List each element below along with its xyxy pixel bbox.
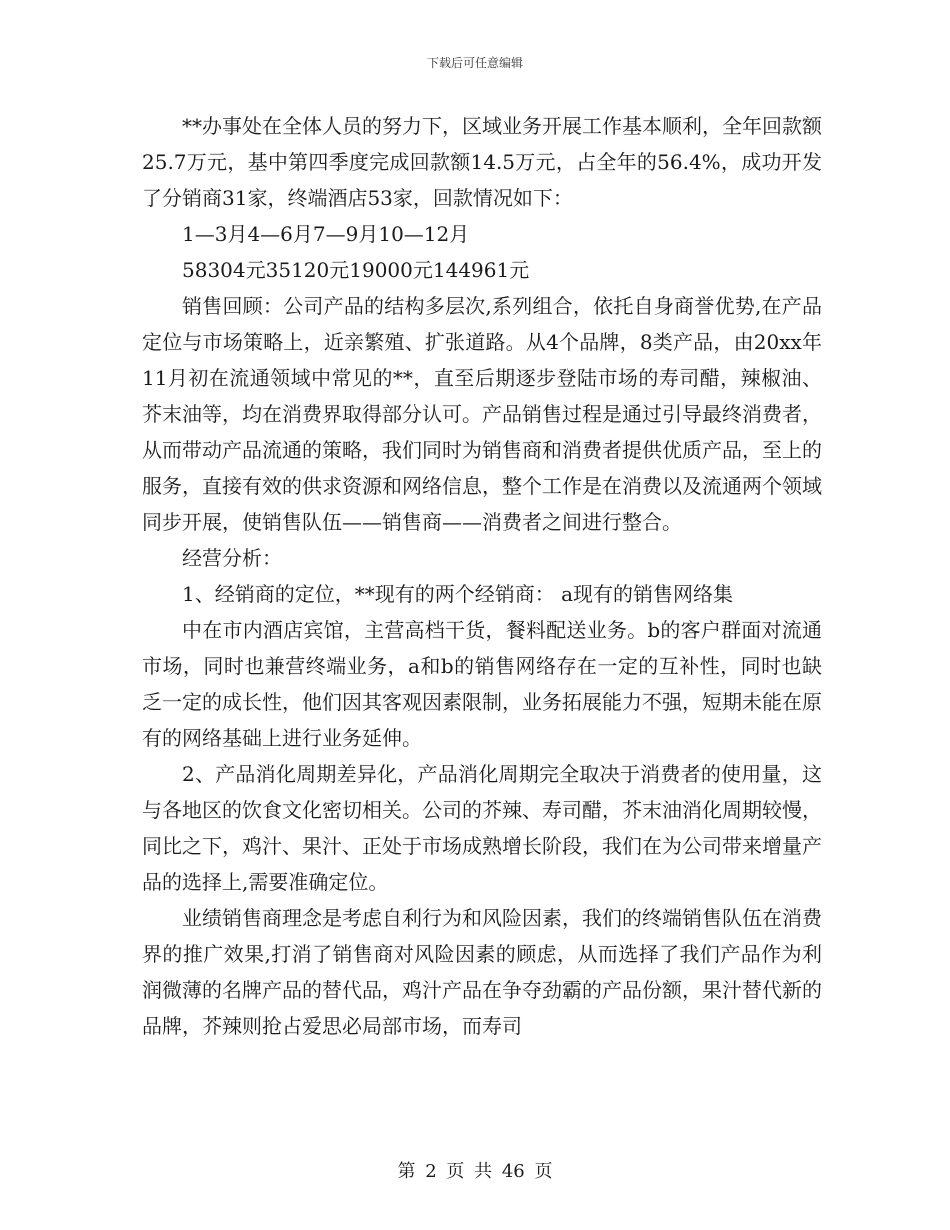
page-header: 下载后可任意编辑 (426, 56, 523, 70)
paragraph-dealer-philosophy: 业绩销售商理念是考虑自利行为和风险因素，我们的终端销售队伍在消费界的推广效果,打消了销售商对风险因素的顾虑，从而选择了我们产品作为利润微薄的名牌产品的替代品，鸡汁产品在争夺劲霸的产品份额，果汁替代新的品牌，芥辣则抢占爱思必局部市场，而寿司 (142, 906, 822, 1038)
paragraph-product-cycle: 2、产品消化周期差异化，产品消化周期完全取决于消费者的使用量，这与各地区的饮食文化密切相关。公司的芥辣、寿司醋，芥末油消化周期较慢，同比之下，鸡汁、果汁、正处于市场成熟增长阶段，我们在为公司带来增量产品的选择上,需要准确定位。 (142, 762, 822, 894)
paragraph-sales-review: 销售回顾：公司产品的结构多层次,系列组合，依托自身商誉优势,在产品定位与市场策略上，近亲繁殖、扩张道路。从4个品牌，8类产品，由20xx年11月初在流通领域中常见的**，直至后期逐步登陆市场的寿司醋，辣椒油、芥末油等，均在消费界取得部分认可。产品销售过程是通过引导最终消费者，从而带动产品流通的策略，我们同时为销售商和消费者提供优质产品，至上的服务，直接有效的供求资源和网络信息，整个工作是在消费以及流通两个领域同步开展，使销售队伍——销售商——消费者之间进行整合。 (142, 294, 822, 534)
paragraph-summary: **办事处在全体人员的努力下，区域业务开展工作基本顺利，全年回款额25.7万元，基中第四季度完成回款额14.5万元，占全年的56.4%，成功开发了分销商31家，终端酒店53家，回款情况如下： (142, 114, 822, 210)
paragraph-dealer-positioning: 1、经销商的定位，**现有的两个经销商： a现有的销售网络集 (182, 582, 734, 606)
paragraph-amounts: 58304元35120元19000元144961元 (182, 258, 530, 282)
paragraph-quarters: 1—3月4—6月7—9月10—12月 (182, 222, 470, 246)
paragraph-dealer-detail: 中在市内酒店宾馆，主营高档干货，餐料配送业务。b的客户群面对流通市场，同时也兼营终端业务，a和b的销售网络存在一定的互补性，同时也缺乏一定的成长性，他们因其客观因素限制，业务拓展能力不强，短期未能在原有的网络基础上进行业务延伸。 (142, 618, 822, 750)
paragraph-analysis-heading: 经营分析： (182, 546, 282, 570)
page-footer: 第 2 页 共 46 页 (397, 1161, 553, 1182)
document-body (142, 108, 822, 1044)
